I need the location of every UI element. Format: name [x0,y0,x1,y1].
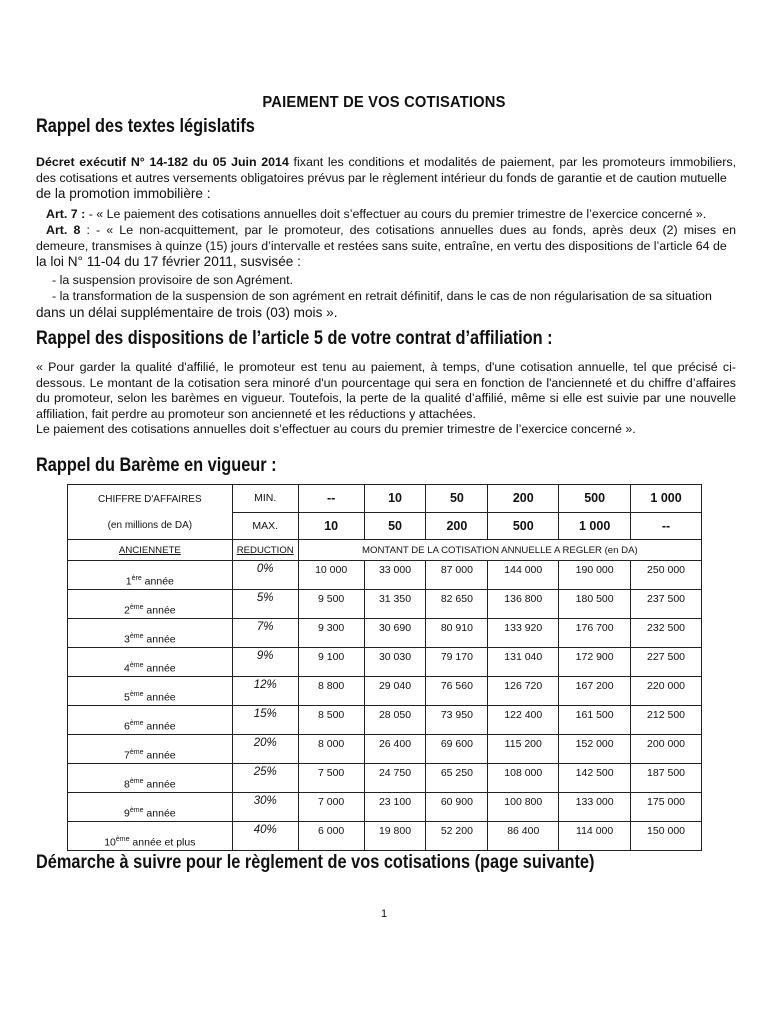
table-row [68,764,702,793]
montant-cell: 136 800 [488,590,559,619]
article-8 [36,223,736,271]
montant-cell: 65 250 [426,764,488,793]
min-row [68,485,702,513]
montant-cell: 30 030 [364,648,426,677]
anciennete-ordinal: ème [129,603,144,611]
section-heading-bareme: Rappel du Barème en vigueur : [36,455,277,476]
anciennete-suffix: année [143,633,176,645]
article-8-label: Art. 8 [46,223,81,237]
montant-cell: 30 690 [364,619,426,648]
max-value: 1 000 [559,512,631,540]
montant-cell: 69 600 [426,735,488,764]
min-value: 50 [426,485,488,513]
montant-cell: 87 000 [426,561,488,590]
montant-cell: 19 800 [364,822,426,851]
chiffre-affaires-label: CHIFFRE D'AFFAIRES [98,494,202,505]
anciennete-ordinal: ème [129,806,144,814]
article5-text: « Pour garder la qualité d'affilié, le promoteur est tenu au paiement, à temps, d'une cotisation annuelle, tel que précisé ci-dessous. Le montant de la cotisation sera minoré d'un pourcentage qui sera en fonction de l'ancienneté et du chiffre d’affaires du promoteur, selon les barèmes en vigueur. Toutefois, la perte de la qualité d’affilié, même si elle est suivie par une nouvelle affiliation, fait perdre au promoteur son ancienneté et les réductions y attachées. [36,360,736,421]
header-row [68,540,702,561]
anciennete-ordinal: ème [115,835,130,843]
montant-cell: 176 700 [559,619,631,648]
min-value: -- [298,485,364,513]
montant-cell: 190 000 [559,561,631,590]
anciennete-suffix: année [143,749,176,761]
anciennete-number: 6 [124,720,130,732]
montant-header: MONTANT DE LA COTISATION ANNUELLE A REGLER (en DA) [298,540,701,561]
anciennete-cell [68,735,233,764]
montant-cell: 237 500 [631,590,702,619]
article5-payment: Le paiement des cotisations annuelles doit s’effectuer au cours du premier trimestre de l’exercice concerné ». [36,422,636,437]
bareme-body [68,561,702,851]
montant-cell: 60 900 [426,793,488,822]
table-row [68,648,702,677]
anciennete-cell [68,822,233,851]
reduction-cell: 0% [232,561,298,590]
anciennete-number: 4 [124,662,130,674]
montant-cell: 10 000 [298,561,364,590]
montant-cell: 82 650 [426,590,488,619]
montant-cell: 80 910 [426,619,488,648]
montant-cell: 79 170 [426,648,488,677]
section-heading-article5: Rappel des dispositions de l’article 5 de votre contrat d’affiliation : [36,328,553,349]
montant-cell: 31 350 [364,590,426,619]
reduction-cell: 12% [232,677,298,706]
anciennete-ordinal: ème [129,632,144,640]
anciennete-ordinal: ème [129,719,144,727]
anciennete-ordinal: ème [129,748,144,756]
anciennete-suffix: année et plus [129,836,196,848]
anciennete-number: 8 [124,778,130,790]
reduction-header: REDUCTION [232,540,298,561]
article-8-tail: la loi N° 11-04 du 17 février 2011, susvisée : [36,254,301,270]
anciennete-cell [68,764,233,793]
decret-reference: Décret exécutif N° 14-182 du 05 Juin 2014 [36,155,289,169]
anciennete-suffix: année [143,662,176,674]
montant-cell: 108 000 [488,764,559,793]
montant-cell: 133 920 [488,619,559,648]
montant-cell: 133 000 [559,793,631,822]
anciennete-suffix: année [141,575,174,587]
montant-cell: 8 000 [298,735,364,764]
montant-cell: 76 560 [426,677,488,706]
reduction-cell: 20% [232,735,298,764]
max-label: MAX. [232,512,298,540]
montant-cell: 8 500 [298,706,364,735]
montant-cell: 180 500 [559,590,631,619]
montant-cell: 114 000 [559,822,631,851]
montant-cell: 6 000 [298,822,364,851]
min-value: 200 [488,485,559,513]
anciennete-ordinal: ème [129,777,144,785]
max-value: 50 [364,512,426,540]
montant-cell: 7 000 [298,793,364,822]
decret-text: fixant les conditions et modalités de paiement, par les promoteurs immobiliers, des cotisations et autres versements obligatoires prévus par le règlement intérieur du fonds de garantie et de caution mutuelle [36,155,737,185]
montant-cell: 52 200 [426,822,488,851]
reduction-cell: 40% [232,822,298,851]
article-8-text: : - « Le non-acquittement, par le promoteur, des cotisations annuelles dues au fonds, après deux (2) mises en demeure, transmises à quinze (15) jours d’intervalle et restées sans suite, entraîne, en vertu des dispositions de l’article 64 de [36,223,736,253]
bullet-transformation-tail: dans un délai supplémentaire de trois (03) mois ». [36,304,338,320]
montant-cell: 24 750 [364,764,426,793]
table-row [68,822,702,851]
montant-cell: 220 000 [631,677,702,706]
anciennete-cell [68,677,233,706]
montant-cell: 86 400 [488,822,559,851]
decret-paragraph [36,155,736,203]
anciennete-ordinal: ème [129,661,144,669]
montant-cell: 161 500 [559,706,631,735]
reduction-cell: 30% [232,793,298,822]
montant-cell: 227 500 [631,648,702,677]
bullet-transformation-text: - la transformation de la suspension de son agrément en retrait définitif, dans le cas de non régularisation de sa situation [52,289,712,303]
anciennete-cell [68,706,233,735]
anciennete-cell [68,561,233,590]
montant-cell: 175 000 [631,793,702,822]
page-title: PAIEMENT DE VOS COTISATIONS [262,94,506,111]
montant-cell: 232 500 [631,619,702,648]
montant-cell: 26 400 [364,735,426,764]
anciennete-suffix: année [143,778,176,790]
montant-cell: 172 900 [559,648,631,677]
table-row [68,735,702,764]
min-value: 1 000 [631,485,702,513]
article-7 [36,207,736,223]
montant-cell: 8 800 [298,677,364,706]
article-7-label: Art. 7 : [46,207,86,221]
anciennete-number: 2 [124,604,130,616]
montant-cell: 187 500 [631,764,702,793]
anciennete-number: 3 [124,633,130,645]
reduction-cell: 5% [232,590,298,619]
reduction-cell: 9% [232,648,298,677]
table-row [68,793,702,822]
anciennete-cell [68,793,233,822]
min-value: 500 [559,485,631,513]
anciennete-number: 1 [125,575,132,587]
anciennete-suffix: année [143,691,176,703]
montant-cell: 212 500 [631,706,702,735]
montant-cell: 115 200 [488,735,559,764]
max-value: 500 [488,512,559,540]
reduction-cell: 7% [232,619,298,648]
bullet-suspension: - la suspension provisoire de son Agrément. [52,273,294,287]
montant-cell: 131 040 [488,648,559,677]
montant-cell: 23 100 [364,793,426,822]
anciennete-ordinal: ère [131,574,142,582]
montant-cell: 7 500 [298,764,364,793]
anciennete-number: 9 [124,807,130,819]
montant-cell: 9 100 [298,648,364,677]
chiffre-affaires-unit: (en millions de DA) [107,520,193,531]
anciennete-header: ANCIENNETE [68,540,233,561]
anciennete-ordinal: ème [129,690,144,698]
bullet-transformation [36,289,736,321]
article-7-text: - « Le paiement des cotisations annuelles doit s’effectuer au cours du premier trimestre de l’exercice concerné ». [85,207,707,221]
montant-cell: 142 500 [559,764,631,793]
montant-cell: 73 950 [426,706,488,735]
montant-cell: 9 300 [298,619,364,648]
section-heading-demarche: Démarche à suivre pour le règlement de vos cotisations (page suivante) [36,852,595,873]
article5-paragraph [36,360,736,438]
bareme-table [67,484,702,851]
max-value: 10 [298,512,364,540]
min-label: MIN. [232,485,298,513]
montant-cell: 167 200 [559,677,631,706]
anciennete-number: 5 [124,691,130,703]
montant-cell: 122 400 [488,706,559,735]
montant-cell: 9 500 [298,590,364,619]
anciennete-number: 7 [124,749,130,761]
reduction-cell: 15% [232,706,298,735]
montant-cell: 33 000 [364,561,426,590]
montant-cell: 126 720 [488,677,559,706]
table-row [68,590,702,619]
table-row [68,619,702,648]
anciennete-cell [68,619,233,648]
anciennete-cell [68,648,233,677]
decret-tail: de la promotion immobilière : [36,186,211,202]
reduction-cell: 25% [232,764,298,793]
page-number: 1 [380,908,388,920]
anciennete-number: 10 [104,836,116,848]
anciennete-cell [68,590,233,619]
section-heading-legislation: Rappel des textes législatifs [36,116,255,137]
max-value: -- [631,512,702,540]
table-row [68,677,702,706]
montant-cell: 100 800 [488,793,559,822]
montant-cell: 29 040 [364,677,426,706]
montant-cell: 144 000 [488,561,559,590]
chiffre-affaires-cell [68,485,233,540]
anciennete-suffix: année [143,604,176,616]
montant-cell: 152 000 [559,735,631,764]
table-row [68,706,702,735]
max-value: 200 [426,512,488,540]
anciennete-suffix: année [143,807,176,819]
table-row [68,561,702,590]
montant-cell: 28 050 [364,706,426,735]
montant-cell: 150 000 [631,822,702,851]
anciennete-suffix: année [143,720,176,732]
montant-cell: 250 000 [631,561,702,590]
min-value: 10 [364,485,426,513]
montant-cell: 200 000 [631,735,702,764]
